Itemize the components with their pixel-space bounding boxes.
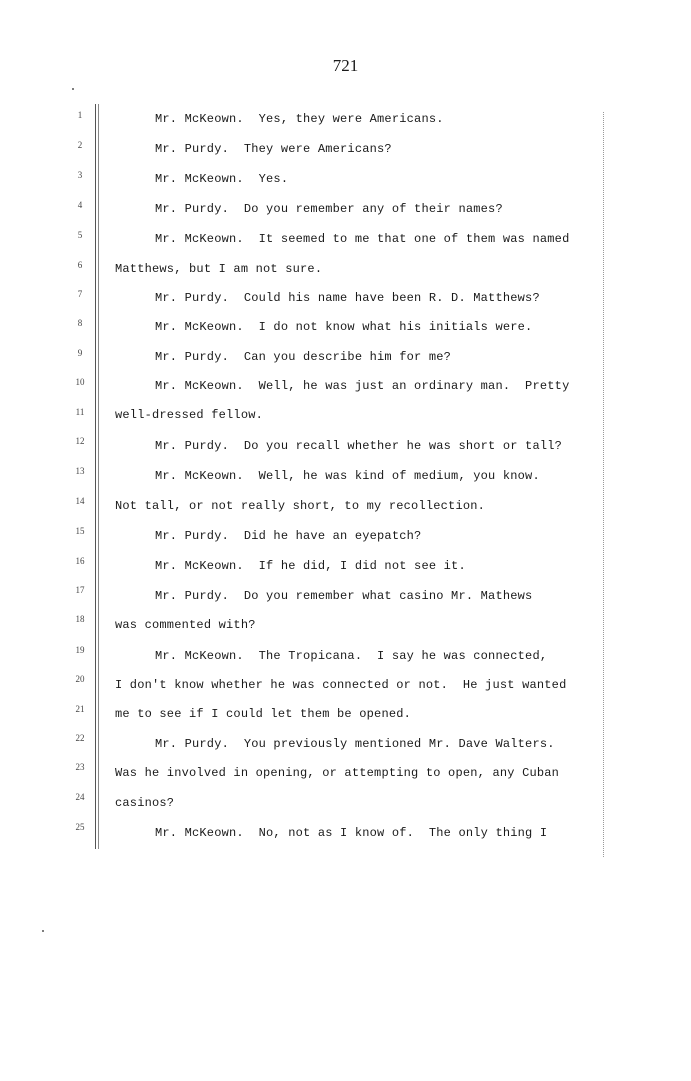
- line-number: 22: [75, 733, 85, 743]
- transcript-line: Mr. Purdy. Did he have an eyepatch?: [155, 529, 422, 543]
- transcript-line: Mr. Purdy. Could his name have been R. D. Matthews?: [155, 291, 540, 305]
- transcript-line: me to see if I could let them be opened.: [115, 707, 412, 721]
- scan-speck: [42, 930, 44, 932]
- line-number: 11: [75, 407, 85, 417]
- transcript-line: Mr. McKeown. Yes.: [155, 172, 289, 186]
- right-margin-rule: [603, 112, 604, 857]
- line-number: 18: [75, 614, 85, 624]
- transcript-line: I don't know whether he was connected or not. He just wanted: [115, 678, 567, 692]
- transcript-line: Was he involved in opening, or attempting to open, any Cuban: [115, 766, 560, 780]
- line-number: 16: [75, 556, 85, 566]
- line-number: 7: [77, 289, 83, 299]
- transcript-line: casinos?: [115, 796, 175, 810]
- line-number: 14: [75, 496, 85, 506]
- line-number: 5: [77, 230, 83, 240]
- transcript-line: Mr. Purdy. You previously mentioned Mr. Dave Walters.: [155, 737, 555, 751]
- transcript-line: Mr. Purdy. They were Americans?: [155, 142, 392, 156]
- transcript-line: Not tall, or not really short, to my recollection.: [115, 499, 486, 513]
- line-number: 21: [75, 704, 85, 714]
- transcript-line: Matthews, but I am not sure.: [115, 262, 323, 276]
- line-number: 2: [77, 140, 83, 150]
- line-number: 10: [75, 377, 85, 387]
- page-number: 721: [332, 56, 359, 75]
- transcript-line: Mr. McKeown. I do not know what his initials were.: [155, 320, 533, 334]
- line-number: 13: [75, 466, 85, 476]
- line-number: 20: [75, 674, 85, 684]
- transcript-line: was commented with?: [115, 618, 256, 632]
- transcript-line: Mr. McKeown. Yes, they were Americans.: [155, 112, 444, 126]
- line-number: 25: [75, 822, 85, 832]
- scan-speck: [72, 88, 74, 90]
- transcript-line: Mr. McKeown. Well, he was just an ordinary man. Pretty: [155, 379, 570, 393]
- transcript-line: Mr. McKeown. The Tropicana. I say he was connected,: [155, 649, 548, 663]
- line-number: 15: [75, 526, 85, 536]
- line-number: 9: [77, 348, 83, 358]
- transcript-line: well-dressed fellow.: [115, 408, 264, 422]
- transcript-line: Mr. Purdy. Can you describe him for me?: [155, 350, 452, 364]
- left-margin-rule: [95, 104, 96, 849]
- line-number: 6: [77, 260, 83, 270]
- transcript-line: Mr. McKeown. No, not as I know of. The only thing I: [155, 826, 548, 840]
- transcript-line: Mr. McKeown. If he did, I did not see it.: [155, 559, 466, 573]
- line-number: 19: [75, 645, 85, 655]
- transcript-line: Mr. McKeown. It seemed to me that one of them was named: [155, 232, 570, 246]
- line-number: 17: [75, 585, 85, 595]
- line-number: 23: [75, 762, 85, 772]
- transcript-line: Mr. Purdy. Do you recall whether he was short or tall?: [155, 439, 563, 453]
- transcript-line: Mr. Purdy. Do you remember what casino Mr. Mathews: [155, 589, 533, 603]
- left-margin-rule-inner: [98, 104, 99, 849]
- line-number: 12: [75, 436, 85, 446]
- line-number: 3: [77, 170, 83, 180]
- line-number: 8: [77, 318, 83, 328]
- line-number: 24: [75, 792, 85, 802]
- transcript-line: Mr. McKeown. Well, he was kind of medium, you know.: [155, 469, 540, 483]
- transcript-line: Mr. Purdy. Do you remember any of their names?: [155, 202, 503, 216]
- line-number: 4: [77, 200, 83, 210]
- line-number: 1: [77, 110, 83, 120]
